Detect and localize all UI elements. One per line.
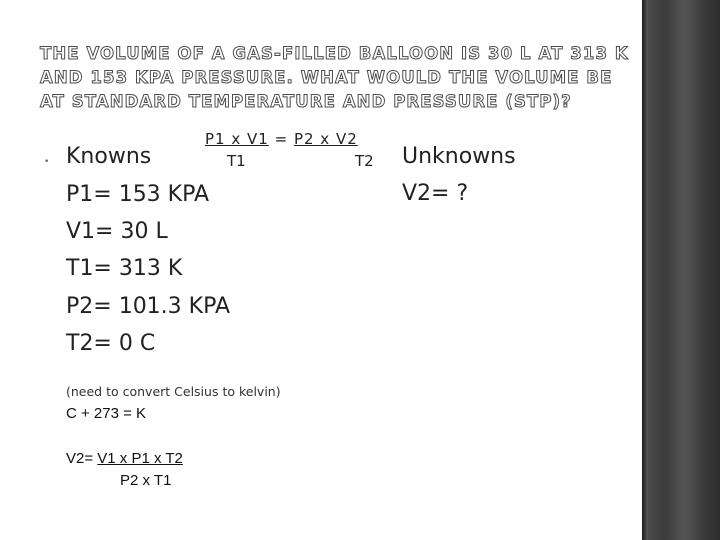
known-t2: T2= 0 C: [66, 331, 156, 356]
known-v1: V1= 30 L: [66, 219, 168, 244]
solution-numerator: V1 x P1 x T2: [97, 450, 183, 467]
formula-denominator-right: T2: [355, 152, 374, 170]
unknowns-heading: Unknowns: [402, 144, 516, 169]
unknown-v2: V2= ?: [402, 181, 469, 206]
conversion-formula: C + 273 = K: [66, 405, 147, 422]
decorative-sidebar: [642, 0, 720, 540]
solution-lhs: V2=: [66, 450, 94, 467]
known-p1: P1= 153 KPA: [66, 182, 210, 207]
known-p2: P2= 101.3 KPA: [66, 294, 231, 319]
formula-numerator-left: P1 x V1: [205, 130, 269, 148]
solution-numerator-line: [66, 450, 183, 467]
knowns-heading: Knowns: [66, 144, 152, 169]
solution-denominator: P2 x T1: [120, 472, 172, 489]
formula-equals: =: [274, 130, 289, 148]
known-t1: T1= 313 K: [66, 256, 183, 281]
conversion-note: (need to convert Celsius to kelvin): [66, 384, 281, 399]
slide-title: THE VOLUME OF A GAS-FILLED BALLOON IS 30 L AT 313 K AND 153 KPA PRESSURE. WHAT WOULD THE VOLUME BE AT STANDARD TEMPERATURE AND PRESSURE (STP)?: [40, 44, 629, 111]
formula-numerator-right: P2 x V2: [293, 130, 358, 148]
formula-denominator-left: T1: [227, 152, 246, 170]
formula-numerator: [205, 130, 358, 148]
bullet-icon: •: [44, 157, 50, 167]
